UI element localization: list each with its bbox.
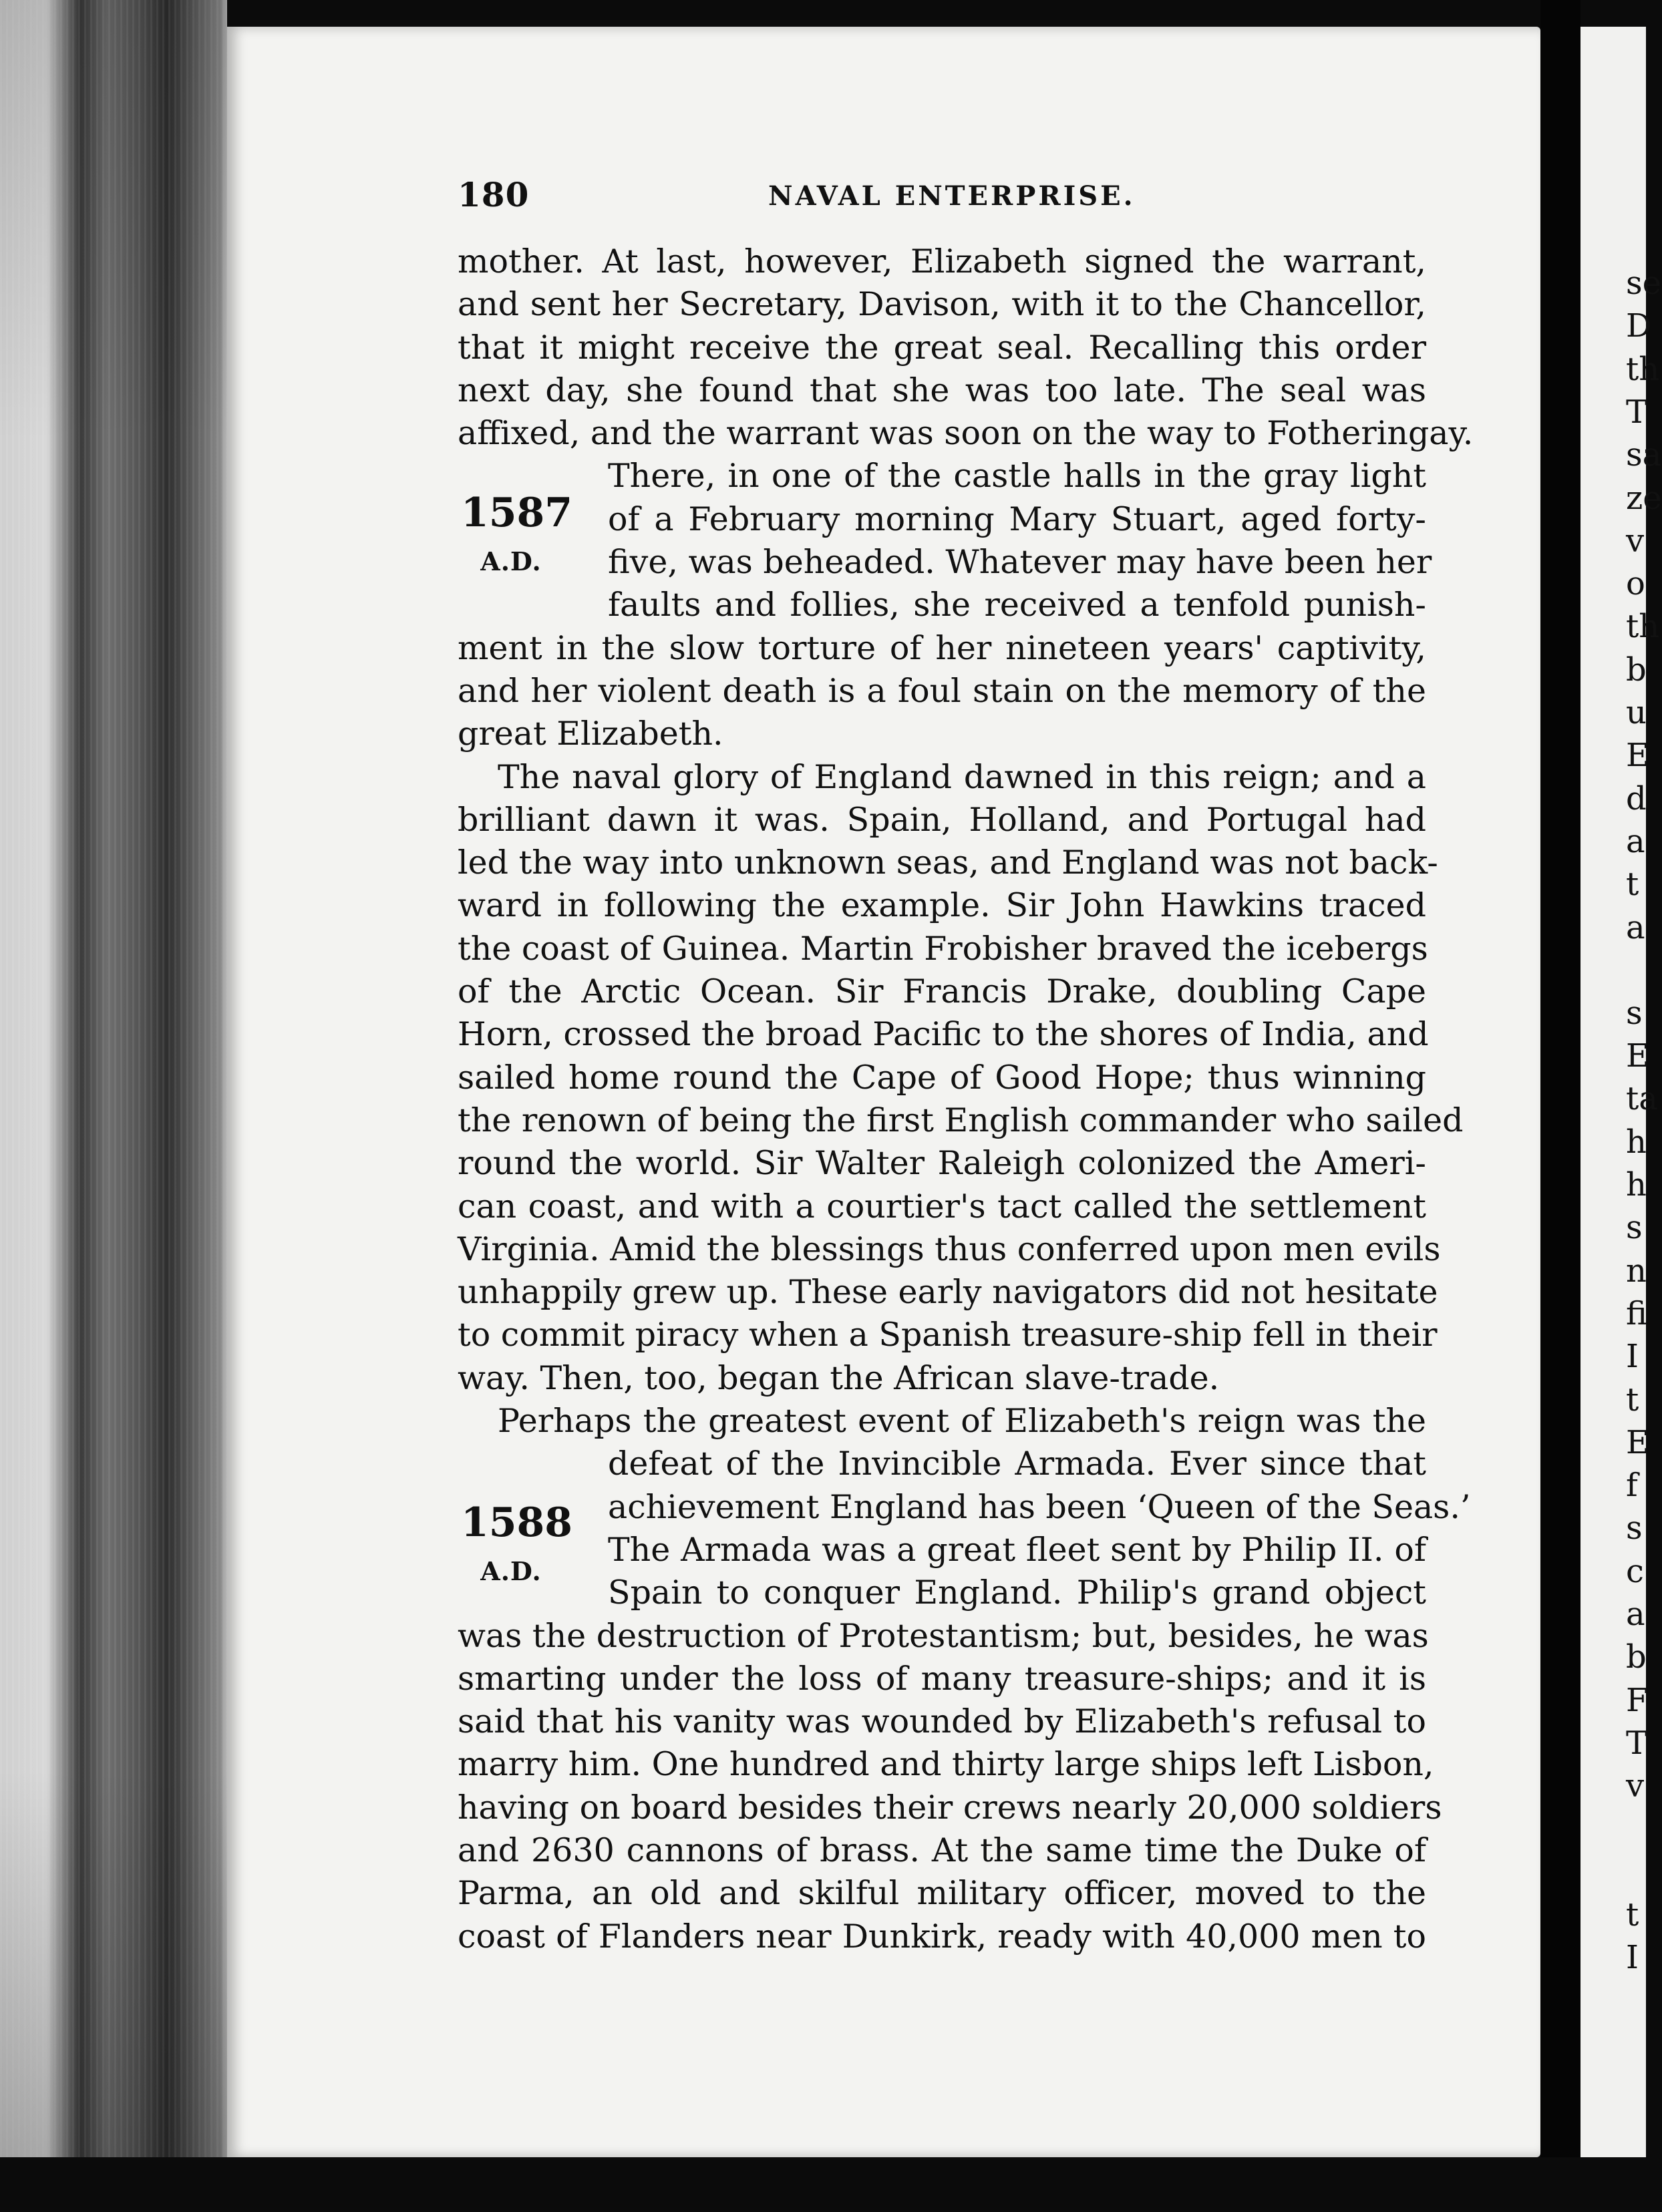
text-line: coast of Flanders near Dunkirk, ready with 40,000 men to bbox=[458, 1917, 1426, 1956]
margin-era: A.D. bbox=[480, 546, 542, 576]
next-page-fragment: t bbox=[1626, 1895, 1639, 1933]
next-page-fragment: f bbox=[1626, 1467, 1638, 1505]
next-page-fragment: a bbox=[1626, 1596, 1645, 1633]
text-line: Horn, crossed the broad Pacific to the shores of India, and bbox=[458, 1015, 1429, 1054]
text-line: faults and follies, she received a tenfold punish- bbox=[608, 586, 1426, 624]
page-header bbox=[458, 175, 1376, 215]
next-page-fragment: u bbox=[1626, 694, 1647, 731]
next-page-fragment: o bbox=[1626, 565, 1645, 603]
next-page-sliver bbox=[1581, 27, 1662, 2157]
next-page-fragment: E bbox=[1626, 737, 1650, 775]
text-line: affixed, and the warrant was soon on the way to Fotheringay. bbox=[458, 414, 1474, 453]
text-line: Perhaps the greatest event of Elizabeth's reign was the bbox=[498, 1402, 1426, 1441]
page-number: 180 bbox=[458, 175, 530, 214]
text-line: led the way into unknown seas, and England was not back- bbox=[458, 844, 1438, 882]
text-line: Virginia. Amid the blessings thus conferred upon men evils bbox=[458, 1230, 1441, 1268]
text-line: way. Then, too, began the African slave-trade. bbox=[458, 1358, 1220, 1397]
text-line: and her violent death is a foul stain on the memory of the bbox=[458, 671, 1426, 710]
body-text bbox=[458, 240, 1474, 1958]
text-line: said that his vanity was wounded by Elizabeth's refusal to bbox=[458, 1702, 1426, 1741]
next-page-fragment: v bbox=[1626, 522, 1645, 560]
text-line: sailed home round the Cape of Good Hope; thus winning bbox=[458, 1058, 1426, 1097]
text-line: five, was beheaded. Whatever may have been her bbox=[608, 543, 1432, 582]
margin-era: A.D. bbox=[480, 1556, 542, 1586]
page-gutter bbox=[1540, 0, 1581, 2212]
next-page-fragment: b bbox=[1626, 1638, 1647, 1676]
text-line: of a February morning Mary Stuart, aged forty- bbox=[608, 500, 1426, 538]
book-edge-shadow bbox=[0, 0, 227, 2212]
next-page-fragment: h bbox=[1626, 1166, 1647, 1204]
next-page-fragment: th bbox=[1626, 350, 1660, 388]
next-page-fragment: a bbox=[1626, 822, 1645, 860]
running-head: NAVAL ENTERPRISE. bbox=[768, 180, 1136, 212]
next-page-fragment: t bbox=[1626, 866, 1639, 904]
next-page-fragment: a bbox=[1626, 908, 1645, 946]
next-page-fragment: I bbox=[1626, 1938, 1639, 1976]
next-page-fragment: T bbox=[1626, 1724, 1648, 1762]
next-page-fragment: I bbox=[1626, 1338, 1639, 1376]
next-page-fragment: sa bbox=[1626, 436, 1662, 474]
text-line: brilliant dawn it was. Spain, Holland, and Portugal had bbox=[458, 800, 1426, 839]
margin-year: 1587 bbox=[461, 490, 572, 536]
next-page-fragment: t bbox=[1626, 1380, 1639, 1419]
text-line: Spain to conquer England. Philip's grand object bbox=[608, 1574, 1426, 1612]
text-line: next day, she found that she was too late. The seal was bbox=[458, 371, 1426, 409]
next-page-fragment: h bbox=[1626, 1123, 1647, 1161]
next-page-fragment: s bbox=[1626, 1509, 1643, 1547]
margin-year: 1588 bbox=[461, 1499, 572, 1546]
next-page-fragment: d bbox=[1626, 779, 1647, 817]
text-line: the renown of being the first English commander who sailed bbox=[458, 1101, 1464, 1139]
next-page-fragment: s bbox=[1626, 994, 1643, 1032]
text-line: great Elizabeth. bbox=[458, 715, 723, 753]
next-page-fragment: ta bbox=[1626, 1080, 1658, 1118]
text-line: achievement England has been ‘Queen of the Seas.’ bbox=[608, 1487, 1471, 1526]
next-page-fragment: fi bbox=[1626, 1294, 1648, 1332]
text-line: defeat of the Invincible Armada. Ever since that bbox=[608, 1445, 1426, 1483]
next-page-fragment: s bbox=[1626, 1209, 1643, 1247]
next-page-fragment: b bbox=[1626, 651, 1647, 689]
next-page-fragment: T bbox=[1626, 393, 1648, 431]
next-page-fragment: th bbox=[1626, 608, 1660, 646]
text-line: Parma, an old and skilful military officer, moved to the bbox=[458, 1874, 1426, 1913]
next-page-fragment: n bbox=[1626, 1252, 1647, 1290]
text-line: of the Arctic Ocean. Sir Francis Drake, doubling Cape bbox=[458, 972, 1426, 1011]
text-line: to commit piracy when a Spanish treasure-ship fell in their bbox=[458, 1316, 1438, 1354]
next-page-fragment: ze bbox=[1626, 479, 1662, 517]
text-line: marry him. One hundred and thirty large ships left Lisbon, bbox=[458, 1745, 1434, 1784]
text-line: having on board besides their crews nearly 20,000 soldiers bbox=[458, 1788, 1442, 1827]
next-page-fragment: F bbox=[1626, 1681, 1649, 1719]
text-line: and 2630 cannons of brass. At the same time the Duke of bbox=[458, 1831, 1426, 1869]
next-page-fragment: D bbox=[1626, 307, 1652, 345]
next-page-fragment: se bbox=[1626, 264, 1662, 302]
text-line: unhappily grew up. These early navigators did not hesitate bbox=[458, 1273, 1438, 1312]
text-line: smarting under the loss of many treasure-ships; and it is bbox=[458, 1659, 1426, 1698]
text-line: There, in one of the castle halls in the gray light bbox=[608, 457, 1426, 496]
text-line: round the world. Sir Walter Raleigh colonized the Ameri- bbox=[458, 1144, 1426, 1183]
next-page-fragment: v bbox=[1626, 1767, 1645, 1805]
text-line: ment in the slow torture of her nineteen years' captivity, bbox=[458, 628, 1426, 667]
text-line: can coast, and with a courtier's tact called the settlement bbox=[458, 1187, 1426, 1226]
text-line: The Armada was a great fleet sent by Philip II. of bbox=[608, 1530, 1426, 1569]
next-page-fragment: E bbox=[1626, 1037, 1650, 1075]
next-page-fragment: E bbox=[1626, 1423, 1650, 1461]
bottom-shadow bbox=[0, 2157, 1646, 2212]
next-page-fragment: c bbox=[1626, 1552, 1644, 1590]
text-line: The naval glory of England dawned in this reign; and a bbox=[498, 757, 1426, 796]
text-line: the coast of Guinea. Martin Frobisher braved the icebergs bbox=[458, 929, 1428, 968]
text-line: and sent her Secretary, Davison, with it to the Chancellor, bbox=[458, 285, 1426, 324]
text-line: that it might receive the great seal. Recalling this order bbox=[458, 328, 1426, 367]
text-line: mother. At last, however, Elizabeth signed the warrant, bbox=[458, 242, 1426, 281]
text-line: was the destruction of Protestantism; but, besides, he was bbox=[458, 1616, 1429, 1655]
text-line: ward in following the example. Sir John Hawkins traced bbox=[458, 886, 1426, 925]
